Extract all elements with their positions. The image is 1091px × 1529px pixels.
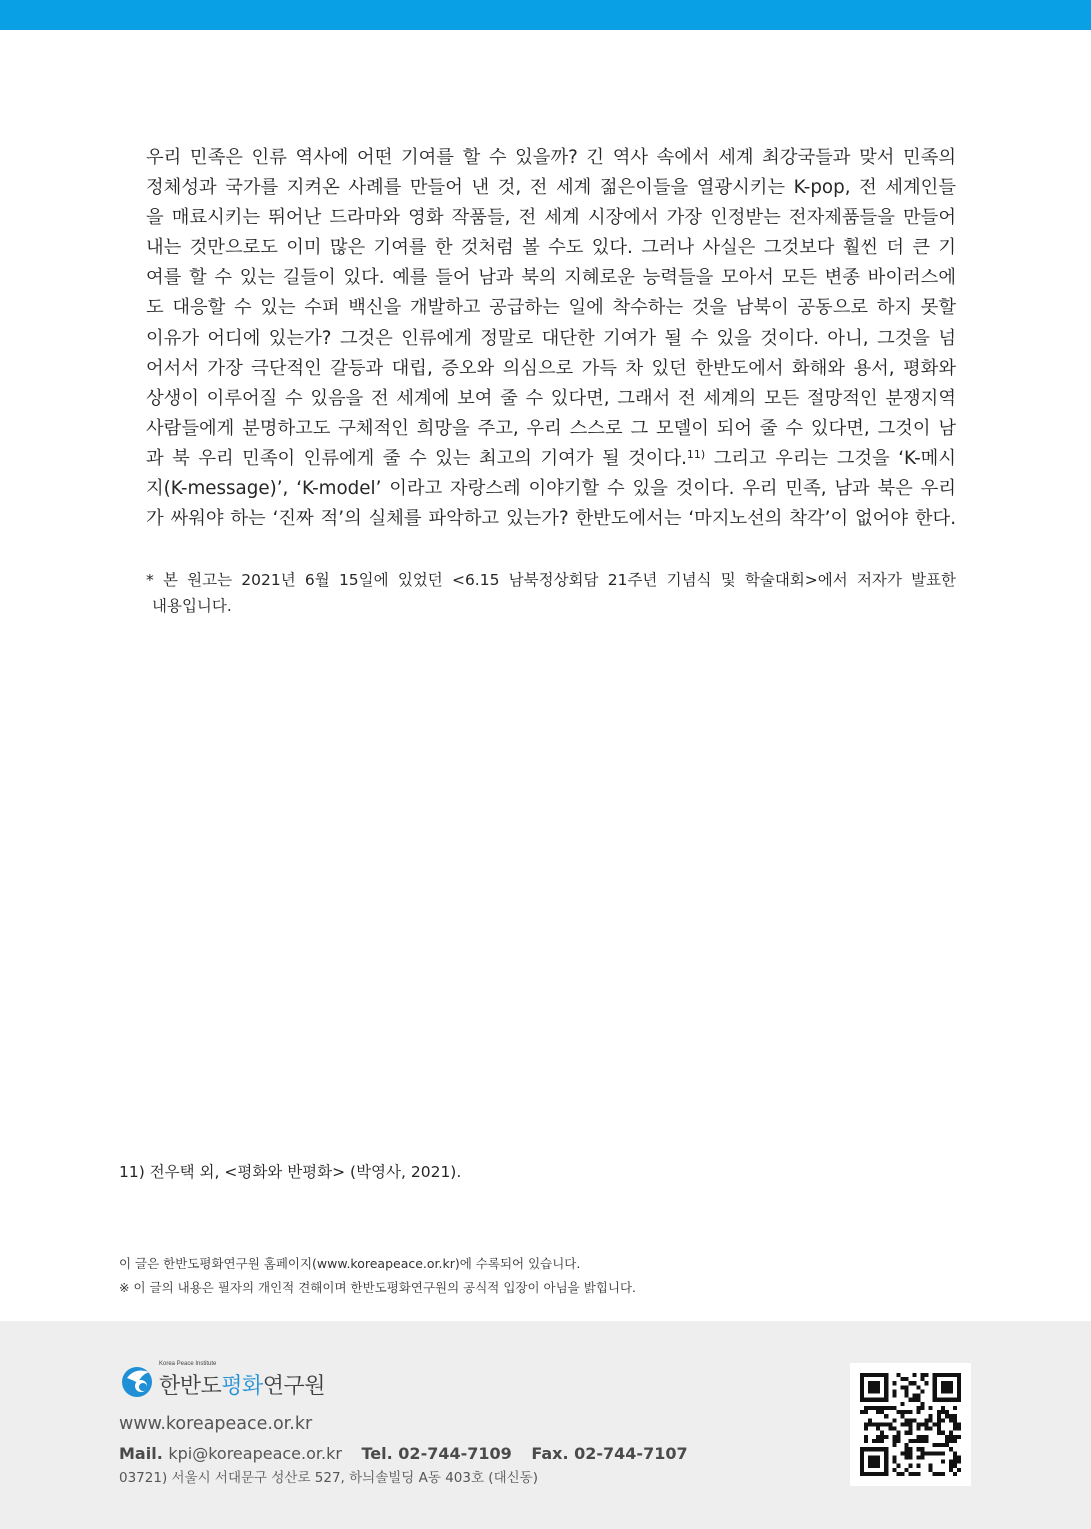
body-text-segment: 과 북 우리 민족이 인류에게 줄 수 있는 최고의 기여가 될 것이다. [146,447,687,469]
body-line: 정체성과 국가를 지켜온 사례를 만들어 낸 것, 전 세계 젊은이들을 열광시키는 K-pop, 전 세계인들 [146,177,956,199]
logo-wordmark-part: 평화 [221,1374,263,1399]
logo-subtitle: Korea Peace Institute [159,1361,217,1367]
author-note-line: * 본 원고는 2021년 6월 15일에 있었던 <6.15 남북정상회담 21주년 기념식 및 학술대회>에서 저자가 발표한 [146,571,956,589]
body-line: 내는 것만으로도 이미 많은 기여를 한 것처럼 볼 수도 있다. 그러나 사실은 그것보다 훨씬 더 큰 기 [146,237,956,259]
body-line: 상생이 이루어질 수 있음을 전 세계에 보여 줄 수 있다면, 그래서 전 세계의 모든 절망적인 분쟁지역 [146,387,956,409]
body-line: 우리 민족은 인류 역사에 어떤 기여를 할 수 있을까? 긴 역사 속에서 세계 최강국들과 맞서 민족의 [146,147,956,168]
disclaimer-line: 이 글은 한반도평화연구원 홈페이지(www.koreapeace.or.kr)에 수록되어 있습니다. [119,1256,581,1271]
qr-code[interactable] [850,1363,971,1486]
tel-value[interactable]: 02-744-7109 [398,1444,512,1463]
body-line: 을 매료시키는 뛰어난 드라마와 영화 작품들, 전 세계 시장에서 가장 인정받는 전자제품들을 만들어 [146,207,956,229]
disclaimer-line: ※ 이 글의 내용은 필자의 개인적 견해이며 한반도평화연구원의 공식적 입장이 아님을 밝힙니다. [119,1280,637,1295]
contact-row [119,1442,688,1466]
disclaimer [119,1252,636,1300]
logo-wordmark-part: 한반도 [159,1374,222,1399]
fax-label: Fax. [531,1444,569,1463]
logo-wordmark-part: 연구원 [262,1374,326,1399]
footnote-reference[interactable]: 11) [686,447,706,461]
mail-label: Mail. [119,1444,163,1463]
main-body-text [146,143,956,534]
body-line: 도 대응할 수 있는 수퍼 백신을 개발하고 공급하는 일에 착수하는 것을 남북이 공동으로 하지 못할 [146,297,956,319]
author-note-line: 내용입니다. [152,597,232,615]
body-line: 이유가 어디에 있는가? 그것은 인류에게 정말로 대단한 기여가 될 수 있을 것이다. 아니, 그것을 넘 [146,327,956,349]
footnote-11: 11) 전우택 외, <평화와 반평화> (박영사, 2021). [119,1163,462,1181]
body-line: 지(K-message)’, ‘K-model’ 이라고 자랑스레 이야기할 수 있을 것이다. 우리 민족, 남과 북은 우리 [146,478,956,500]
contact-info [119,1412,688,1490]
body-line: 여를 할 수 있는 길들이 있다. 예를 들어 남과 북의 지혜로운 능력들을 모아서 모든 변종 바이러스에 [146,267,956,289]
page-footer [0,1321,1091,1529]
author-note [146,567,956,619]
body-line: 사람들에게 분명하고도 구체적인 희망을 주고, 우리 스스로 그 모델이 되어 줄 수 있다면, 그것이 남 [146,417,956,439]
body-line: 가 싸워야 하는 ‘진짜 적’의 실체를 파악하고 있는가? 한반도에서는 ‘마지노선의 착각’이 없어야 한다. [146,508,956,530]
body-line-with-footnote [146,444,956,474]
website-link[interactable]: www.koreapeace.or.kr [119,1414,313,1434]
body-line: 어서서 가장 극단적인 갈등과 대립, 증오와 의심으로 가득 차 있던 한반도에서 화해와 용서, 평화와 [146,357,956,379]
top-accent-bar [0,0,1091,30]
fax-value: 02-744-7107 [574,1444,688,1463]
dove-logo-icon [119,1363,159,1399]
postal-address: 03721) 서울시 서대문구 성산로 527, 하늬솔빌딩 A동 403호 (대신동) [119,1470,538,1486]
tel-label: Tel. [361,1444,393,1463]
qr-code-icon [860,1373,961,1476]
logo-wordmark [159,1369,325,1400]
mail-value[interactable]: kpi@koreapeace.or.kr [168,1444,342,1463]
body-text-segment: 그리고 우리는 그것을 ‘K-메시 [705,447,956,469]
